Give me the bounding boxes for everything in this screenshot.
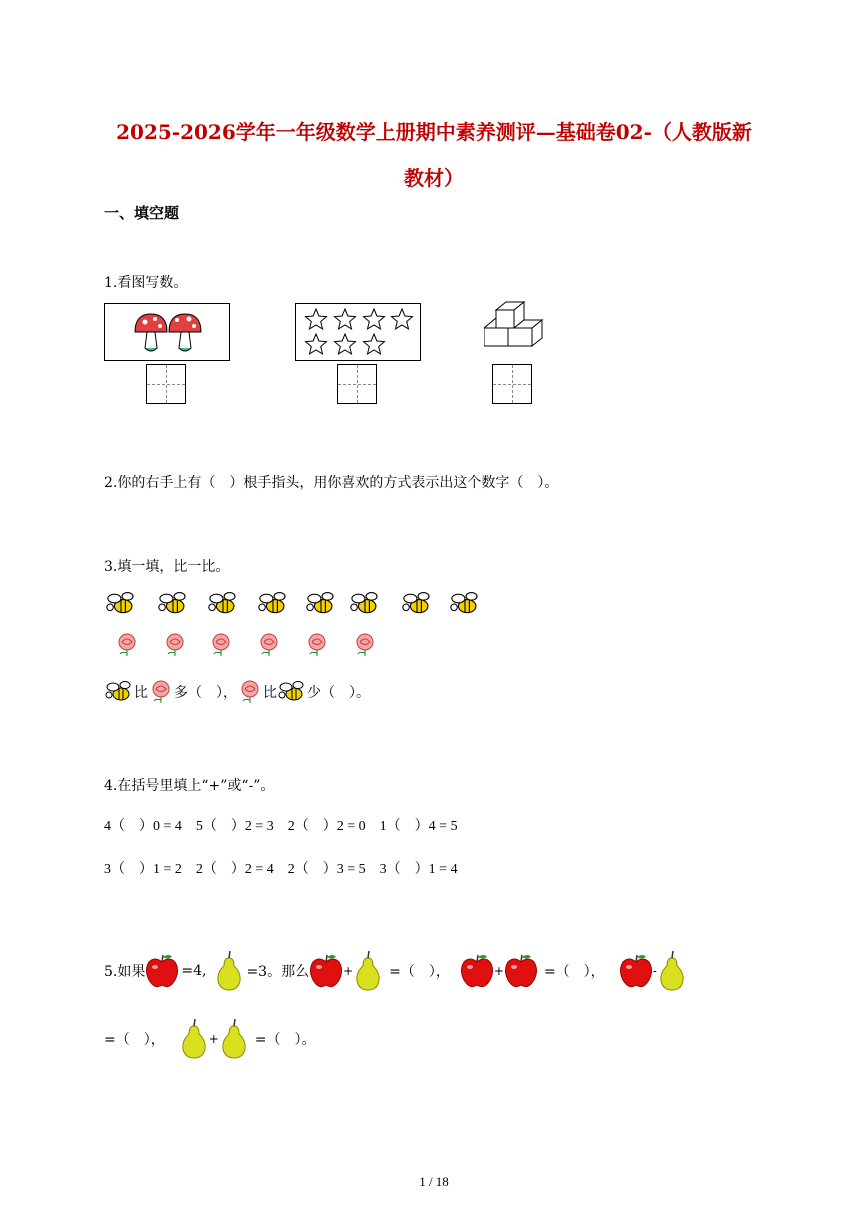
blank-answer-3: =（ ）， <box>104 1032 165 1048</box>
pear-icon <box>179 1018 209 1060</box>
pear-icon <box>214 950 244 992</box>
answer-grid-2[interactable] <box>337 364 377 404</box>
compare-text-shao: 少（ ）。 <box>307 685 370 701</box>
pear-icon <box>657 950 687 992</box>
question-1-text: 1.看图写数。 <box>104 275 188 291</box>
bee-icon <box>156 592 190 616</box>
star-shape <box>306 334 327 354</box>
flower-icon <box>114 632 140 658</box>
minus-sign: - <box>652 964 657 978</box>
blank-answer-1: =（ ）， <box>389 964 450 980</box>
plus-sign: + <box>493 964 504 978</box>
pear-equals-3: =3。那么 <box>246 964 310 980</box>
question-3-text: 3.填一填，比一比。 <box>104 559 230 575</box>
star-shape <box>335 309 356 329</box>
answer-grid-1[interactable] <box>146 364 186 404</box>
flower-icon <box>162 632 188 658</box>
question-5-line-1 <box>104 948 687 994</box>
plus-sign: + <box>208 1032 219 1046</box>
mushroom-icon <box>105 304 229 360</box>
bee-row <box>104 592 504 620</box>
page-title-line2: 教材） <box>404 166 464 190</box>
compare-text-duo: 多（ ）， <box>174 685 237 701</box>
mushroom-picture-box <box>104 303 230 361</box>
question-5-prefix: 5.如果 <box>104 964 146 980</box>
bee-icon <box>277 681 307 703</box>
page-number: 1 / 18 <box>419 1174 449 1189</box>
bee-icon <box>348 592 382 616</box>
question-2-text: 2.你的右手上有（ ）根手指头，用你喜欢的方式表示出这个数字（ ）。 <box>104 475 559 491</box>
bee-icon <box>104 681 134 703</box>
cube-picture <box>484 300 544 360</box>
apple-icon <box>460 952 494 990</box>
bee-icon <box>206 592 240 616</box>
equation-row-2: 3（ ）1 = 2 2（ ）2 = 4 2（ ）3 = 5 3（ ）1 = 4 <box>104 862 458 877</box>
page-title-line1: 2025-2026学年一年级数学上册期中素养测评—基础卷02-（人教版新 <box>116 120 752 144</box>
bee-icon <box>104 592 138 616</box>
flower-icon <box>304 632 330 658</box>
cube-icon <box>484 300 544 360</box>
plus-sign: + <box>343 964 354 978</box>
pear-icon <box>353 950 383 992</box>
compare-text-bi-2: 比 <box>263 685 277 701</box>
star-shape <box>392 309 413 329</box>
star-picture-box <box>295 303 421 361</box>
equation-row-1: 4（ ）0 = 4 5（ ）2 = 3 2（ ）2 = 0 1（ ）4 = 5 <box>104 819 458 834</box>
flower-icon <box>256 632 282 658</box>
question-4-text: 4.在括号里填上“+”或“-”。 <box>104 778 275 794</box>
bee-icon <box>400 592 434 616</box>
bee-icon <box>256 592 290 616</box>
star-shape <box>306 309 327 329</box>
bee-icon <box>304 592 338 616</box>
flower-icon <box>352 632 378 658</box>
apple-icon <box>309 952 343 990</box>
flower-icon <box>237 680 263 704</box>
star-icon <box>296 304 420 360</box>
question-5-line-2 <box>104 1016 316 1062</box>
star-shape <box>335 334 356 354</box>
answer-grid-3[interactable] <box>492 364 532 404</box>
apple-icon <box>619 952 653 990</box>
apple-equals-4: =4, <box>181 963 207 979</box>
section-heading: 一、填空题 <box>104 204 180 222</box>
flower-row <box>104 632 504 660</box>
star-shape <box>364 309 385 329</box>
star-shape <box>364 334 385 354</box>
flower-icon <box>208 632 234 658</box>
compare-text-bi-1: 比 <box>134 685 148 701</box>
blank-answer-2: =（ ）， <box>543 964 605 980</box>
pear-icon <box>219 1018 249 1060</box>
flower-icon <box>148 680 174 704</box>
bee-icon <box>448 592 482 616</box>
apple-icon <box>145 952 179 990</box>
compare-line <box>104 678 370 706</box>
blank-answer-4: =（ ）。 <box>254 1032 316 1048</box>
apple-icon <box>504 952 538 990</box>
